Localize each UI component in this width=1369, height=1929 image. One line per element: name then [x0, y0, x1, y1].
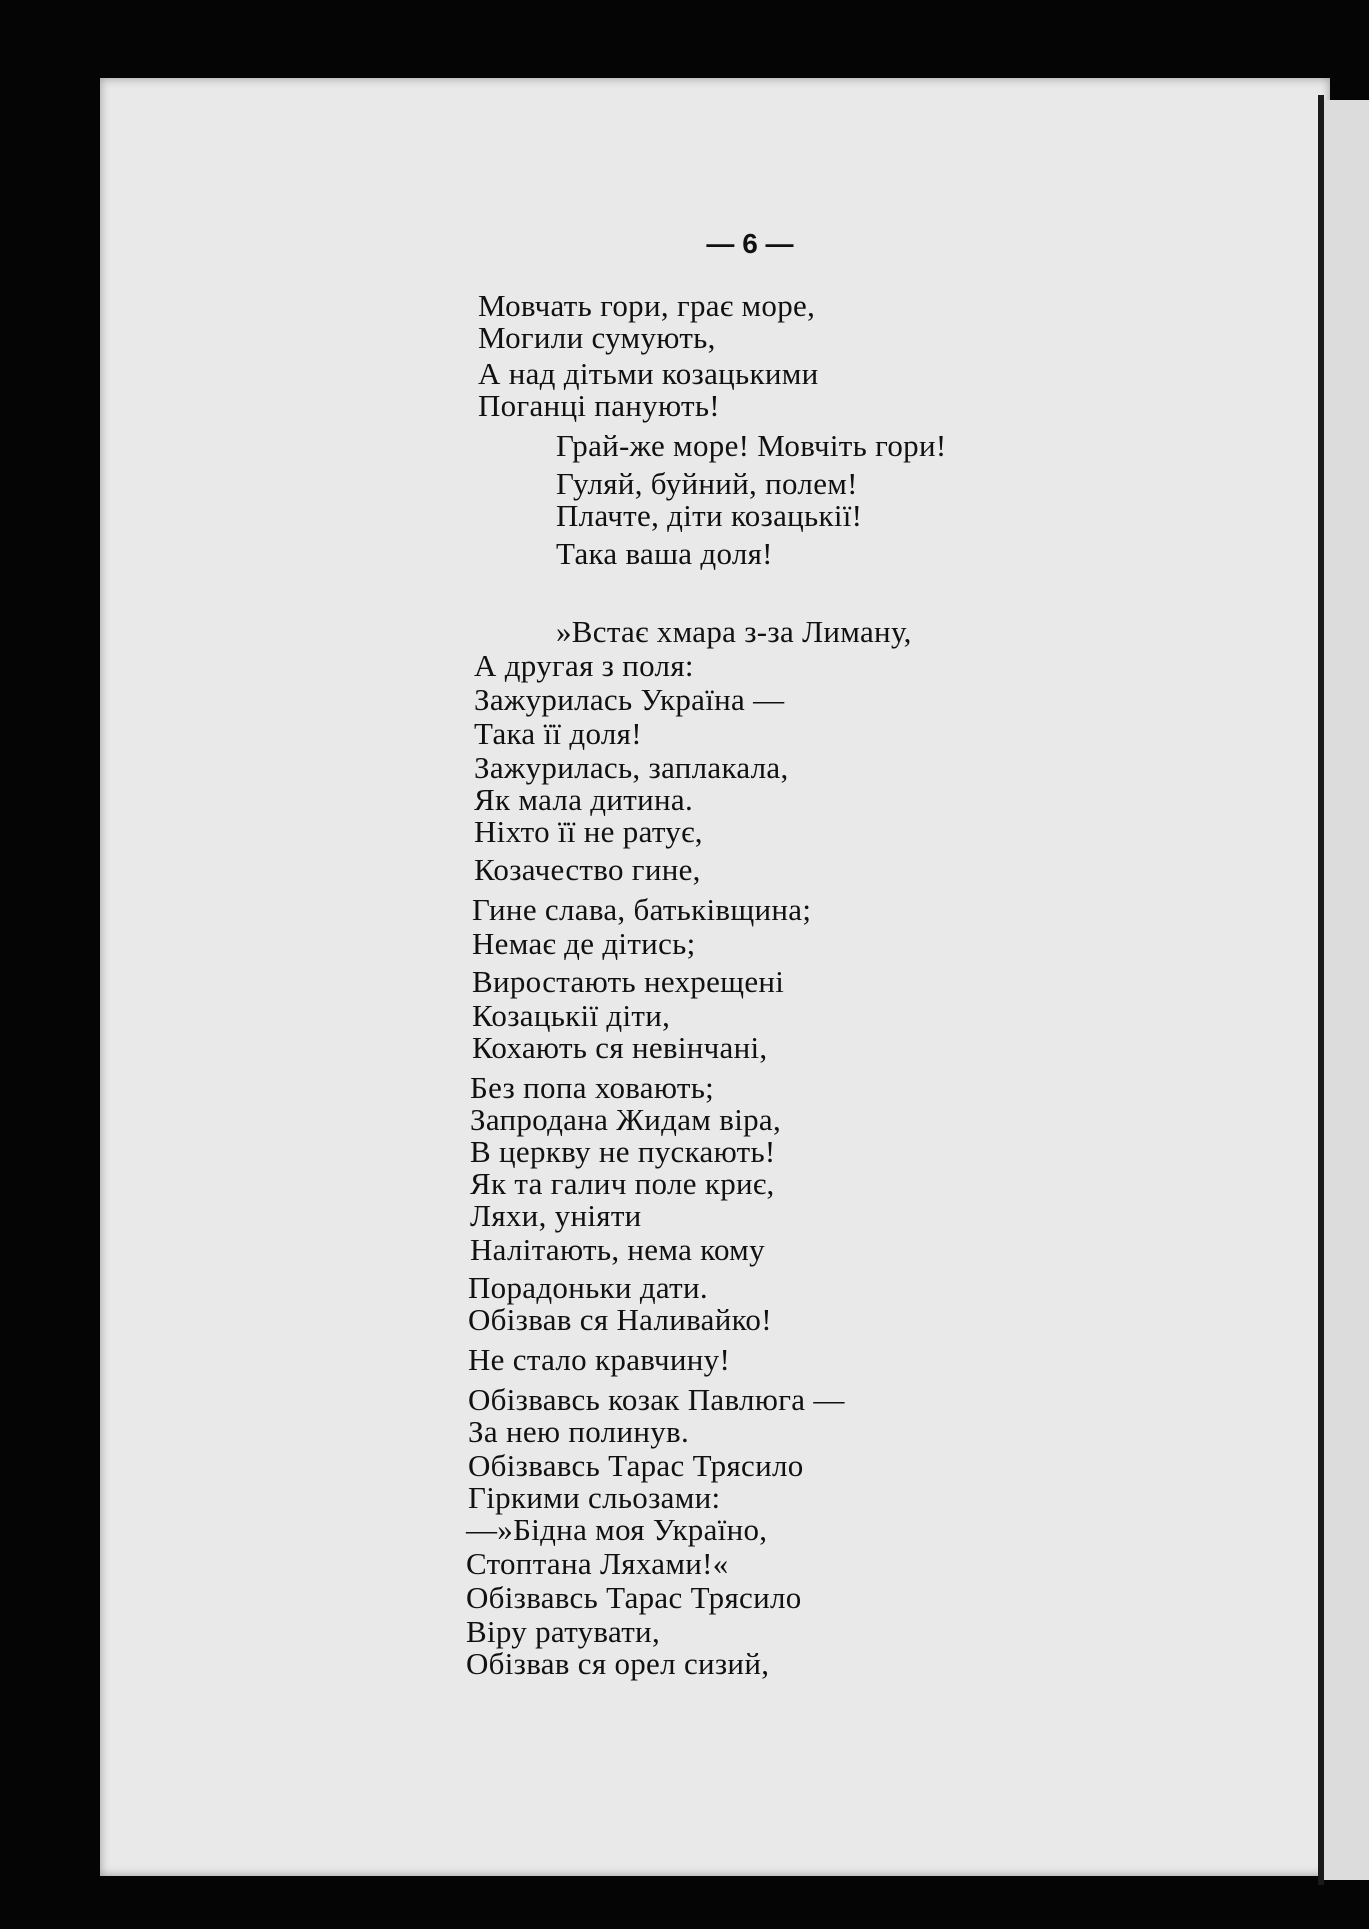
poem-line: Як та галич поле криє,: [470, 1166, 775, 1201]
poem-line: Козацькії діти,: [472, 998, 671, 1033]
poem-line: Кохають ся невінчані,: [472, 1030, 768, 1065]
poem-line: Запродана Жидам віра,: [470, 1102, 782, 1137]
poem-line: Ляхи, уніяти: [470, 1198, 642, 1233]
poem-line: Плачте, діти козацькії!: [556, 498, 863, 533]
poem-line: Виростають нехрещені: [472, 964, 785, 999]
poem-line: Порадоньки дати.: [468, 1270, 708, 1305]
poem-line: В церкву не пускають!: [470, 1134, 776, 1169]
poem-line: Поганці панують!: [478, 388, 720, 423]
poem-line: Козачество гине,: [474, 852, 701, 887]
poem-line: А над дітьми козацькими: [478, 356, 819, 391]
poem-line: Обізвав ся орел сизий,: [466, 1646, 770, 1681]
poem-line: Зажурилась Україна —: [474, 682, 785, 717]
poem-line: Могили сумують,: [478, 320, 716, 355]
poem-line: Віру ратувати,: [466, 1614, 660, 1649]
poem-line: Мовчать гори, грає море,: [478, 288, 816, 323]
page-number: — 6 —: [706, 228, 794, 259]
poem-line: Така ваша доля!: [556, 536, 773, 571]
poem-line: Обізвавсь козак Павлюга —: [468, 1382, 845, 1417]
poem-line: Обізвав ся Наливайко!: [468, 1302, 772, 1337]
poem-line: Гуляй, буйний, полем!: [556, 466, 858, 501]
poem-line: Обізвавсь Тарас Трясило: [466, 1580, 802, 1615]
poem-line: »Встає хмара з-за Лиману,: [556, 614, 912, 649]
poem-line: Ніхто її не ратує,: [474, 814, 703, 849]
poem-line: Грай-же море! Мовчіть гори!: [556, 428, 947, 463]
poem-line: Налітають, нема кому: [470, 1232, 765, 1267]
next-page-strip: [1324, 100, 1369, 1880]
poem-line: Без попа ховають;: [470, 1070, 715, 1105]
poem-line: Не стало кравчину!: [468, 1342, 731, 1377]
poem-line: —»Бідна моя Україно,: [466, 1512, 768, 1547]
poem-line: Гіркими сльозами:: [468, 1480, 721, 1515]
poem-line: Така її доля!: [474, 716, 642, 751]
poem-line: Зажурилась, заплакала,: [474, 750, 789, 785]
poem-line: Як мала дитина.: [474, 782, 694, 817]
poem-line: Обізвавсь Тарас Трясило: [468, 1448, 804, 1483]
poem-line: Гине слава, батьківщина;: [472, 892, 812, 927]
poem-line: Немає де дітись;: [472, 926, 696, 961]
poem-line: Стоптана Ляхами!«: [466, 1546, 729, 1581]
poem-line: За нею полинув.: [468, 1414, 690, 1449]
poem-line: А другая з поля:: [474, 648, 694, 683]
